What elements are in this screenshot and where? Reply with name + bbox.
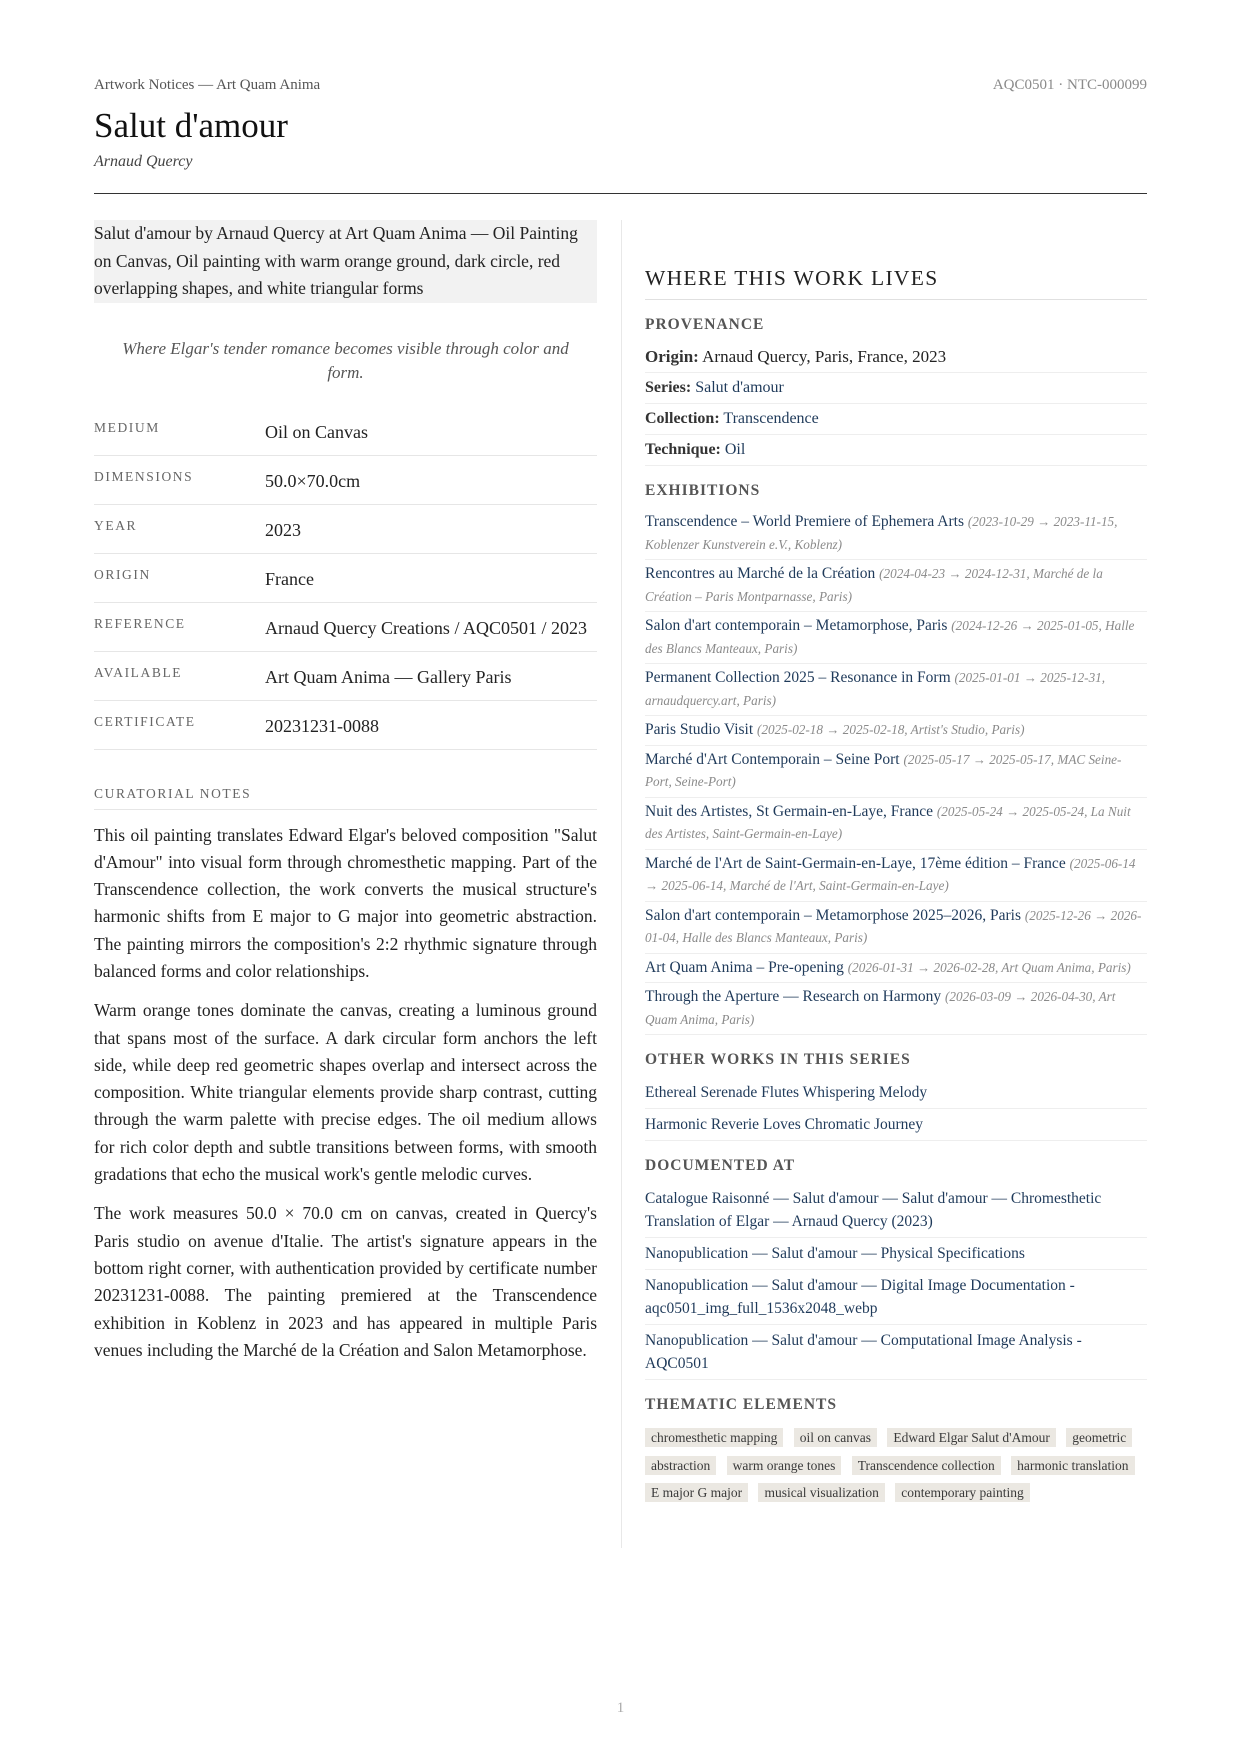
- series-label: Series:: [645, 379, 692, 396]
- fact-value: Oil on Canvas: [265, 421, 368, 442]
- fact-label: DIMENSIONS: [94, 468, 194, 484]
- exhibition-link[interactable]: Nuit des Artistes, St Germain-en-Laye, France: [645, 802, 933, 820]
- exhibition-link[interactable]: Salon d'art contemporain – Metamorphose, Paris: [645, 617, 948, 634]
- fact-row-certificate: [94, 701, 597, 750]
- notes-paragraph: Warm orange tones dominate the canvas, creating a luminous ground that spans most of the surface. A dark circular form anchors the left side, while deep red geometric shapes overlap and intersect across the composition. White triangular elements provide sharp contrast, cutting through the warm palette with precise edges. The oil medium allows for rich color depth and subtle transitions between forms, with smooth gradations that echo the musical work's gentle melodic curves.: [94, 1000, 597, 1185]
- other-work-link[interactable]: Ethereal Serenade Flutes Whispering Melody: [645, 1084, 928, 1101]
- exhibition-item: [645, 798, 1147, 850]
- other-work-link[interactable]: Harmonic Reverie Loves Chromatic Journey: [645, 1116, 924, 1133]
- tagline: Where Elgar's tender romance becomes visible through color and form.: [122, 338, 569, 382]
- collection-label: Collection:: [645, 410, 720, 427]
- theme-tag: geometric abstraction: [645, 1428, 1132, 1475]
- exhibition-link[interactable]: Paris Studio Visit: [645, 721, 754, 738]
- theme-tag: contemporary painting: [895, 1483, 1030, 1502]
- fact-label: ORIGIN: [94, 566, 151, 582]
- theme-tag: harmonic translation: [1011, 1456, 1134, 1475]
- curatorial-notes: [94, 822, 597, 1365]
- fact-row-dimensions: [94, 456, 597, 505]
- exhibition-item: [645, 850, 1147, 902]
- exhibition-item: [645, 954, 1147, 984]
- fact-value: 2023: [265, 519, 301, 540]
- technique-link[interactable]: Oil: [724, 441, 746, 458]
- fact-row-year: [94, 505, 597, 554]
- fact-row-available: [94, 652, 597, 701]
- provenance-heading: PROVENANCE: [645, 316, 765, 333]
- exhibition-link[interactable]: Marché d'Art Contemporain – Seine Port: [645, 750, 900, 768]
- reference-code: AQC0501 · NTC-000099: [992, 77, 1147, 93]
- theme-tag: oil on canvas: [794, 1428, 877, 1447]
- documented-item: [645, 1183, 1147, 1238]
- publication-name: Artwork Notices — Art Quam Anima: [94, 77, 321, 93]
- exhibition-meta: (2025-06-14 → 2025-06-14, Marché de l'Art, Saint-Germain-en-Laye): [645, 855, 1136, 893]
- other-work-item: [645, 1109, 1147, 1141]
- exhibitions-list: [645, 508, 1147, 1035]
- fact-label: AVAILABLE: [94, 664, 183, 680]
- exhibition-link[interactable]: Transcendence – World Premiere of Ephemera Arts: [645, 513, 964, 530]
- collection-link[interactable]: Transcendence: [723, 410, 819, 427]
- provenance-origin: [645, 342, 1147, 373]
- other-work-item: [645, 1077, 1147, 1109]
- where-heading: WHERE THIS WORK LIVES: [645, 266, 1147, 300]
- provenance-collection: [645, 404, 1147, 435]
- artwork-title: Salut d'amour: [94, 106, 288, 145]
- fact-row-origin: [94, 554, 597, 603]
- documented-link[interactable]: Nanopublication — Salut d'amour — Computational Image Analysis - AQC0501: [645, 1332, 1082, 1372]
- exhibition-link[interactable]: Art Quam Anima – Pre-opening: [645, 958, 844, 976]
- origin-label: Origin:: [645, 347, 699, 366]
- exhibition-meta: (2025-05-24 → 2025-05-24, La Nuit des Artistes, Saint-Germain-en-Laye): [645, 803, 1131, 841]
- exhibition-meta: (2025-05-17 → 2025-05-17, MAC Seine-Port, Seine-Port): [645, 751, 1122, 789]
- fact-row-medium: [94, 407, 597, 456]
- exhibition-meta: (2026-01-31 → 2026-02-28, Art Quam Anima, Paris): [847, 959, 1131, 975]
- summary-text: Salut d'amour by Arnaud Quercy at Art Quam Anima — Oil Painting on Canvas, Oil painting with warm orange ground, dark circle, red overlapping shapes, and white triangular forms: [94, 220, 597, 303]
- page-number: 1: [616, 1700, 625, 1716]
- exhibition-meta: (2026-03-09 → 2026-04-30, Art Quam Anima, Paris): [645, 989, 1116, 1027]
- theme-tag: Edward Elgar Salut d'Amour: [887, 1428, 1056, 1447]
- exhibition-meta: (2025-12-26 → 2026-01-04, Halle des Blancs Manteaux, Paris): [645, 907, 1142, 945]
- exhibition-meta: (2025-02-18 → 2025-02-18, Artist's Studio, Paris): [757, 722, 1025, 737]
- fact-label: YEAR: [94, 517, 138, 533]
- artist-name: Arnaud Quercy: [94, 153, 193, 170]
- fact-value: Arnaud Quercy Creations / AQC0501 / 2023: [265, 617, 587, 638]
- documented-item: [645, 1238, 1147, 1270]
- theme-tag: E major G major: [645, 1483, 748, 1502]
- exhibition-item: [645, 664, 1147, 716]
- notes-paragraph: This oil painting translates Edward Elgar's beloved composition "Salut d'Amour" into visual form through chromesthetic mapping. Part of the Transcendence collection, the work converts the musical structure's harmonic shifts from E major to G major into geometric abstraction. The painting mirrors the composition's 2:2 rhythmic signature through balanced forms and color relationships.: [94, 824, 597, 981]
- other-works-heading: OTHER WORKS IN THIS SERIES: [645, 1051, 911, 1068]
- facts-table: [94, 407, 597, 750]
- exhibition-link[interactable]: Salon d'art contemporain – Metamorphose 2025–2026, Paris: [645, 906, 1022, 924]
- theme-tag: musical visualization: [758, 1483, 884, 1502]
- fact-row-reference: [94, 603, 597, 652]
- exhibition-item: [645, 612, 1147, 664]
- exhibition-link[interactable]: Through the Aperture — Research on Harmony: [645, 988, 942, 1005]
- exhibition-link[interactable]: Permanent Collection 2025 – Resonance in Form: [645, 669, 951, 686]
- theme-tag: chromesthetic mapping: [645, 1428, 783, 1447]
- exhibition-link[interactable]: Marché de l'Art de Saint-Germain-en-Laye, 17ème édition – France: [645, 854, 1066, 872]
- documented-item: [645, 1325, 1147, 1380]
- thematic-tags: [645, 1424, 1147, 1507]
- provenance-series: [645, 373, 1147, 404]
- curatorial-notes-heading: CURATORIAL NOTES: [94, 786, 597, 810]
- exhibition-item: [645, 902, 1147, 954]
- exhibition-meta: (2023-10-29 → 2023-11-15, Koblenzer Kunstverein e.V., Koblenz): [645, 514, 1118, 552]
- left-column: [94, 220, 597, 1364]
- fact-label: CERTIFICATE: [94, 713, 196, 729]
- theme-tag: Transcendence collection: [852, 1456, 1001, 1475]
- exhibition-item: [645, 746, 1147, 798]
- theme-tag: warm orange tones: [727, 1456, 842, 1475]
- documented-link[interactable]: Catalogue Raisonné — Salut d'amour — Salut d'amour — Chromesthetic Translation of Elgar — Arnaud Quercy (2023): [645, 1190, 1102, 1230]
- fact-value: 20231231-0088: [265, 715, 379, 736]
- notes-paragraph: The work measures 50.0 × 70.0 cm on canvas, created in Quercy's Paris studio on avenue d'Italie. The artist's signature appears in the bottom right corner, with authentication provided by certificate number 20231231-0088. The painting premiered at the Transcendence exhibition in Koblenz in 2023 and has appeared in multiple Paris venues including the Marché de la Création and Salon Metamorphose.: [94, 1203, 597, 1360]
- right-column: [645, 266, 1147, 1507]
- column-divider: [621, 220, 622, 1548]
- exhibition-link[interactable]: Rencontres au Marché de la Création: [645, 565, 876, 582]
- fact-value: 50.0×70.0cm: [265, 470, 361, 491]
- documented-link[interactable]: Nanopublication — Salut d'amour — Physical Specifications: [645, 1245, 1025, 1262]
- exhibition-meta: (2025-01-01 → 2025-12-31, arnaudquercy.art, Paris): [645, 670, 1106, 708]
- exhibition-item: [645, 716, 1147, 746]
- series-link[interactable]: Salut d'amour: [695, 379, 784, 396]
- exhibition-meta: (2024-04-23 → 2024-12-31, Marché de la Création – Paris Montparnasse, Paris): [645, 566, 1103, 604]
- provenance-technique: [645, 435, 1147, 466]
- exhibition-item: [645, 560, 1147, 612]
- exhibition-item: [645, 508, 1147, 560]
- documented-link[interactable]: Nanopublication — Salut d'amour — Digital Image Documentation - aqc0501_img_full_1536x2048_webp: [645, 1277, 1075, 1317]
- fact-label: MEDIUM: [94, 419, 160, 435]
- header-rule: [94, 193, 1147, 194]
- thematic-heading: THEMATIC ELEMENTS: [645, 1396, 837, 1413]
- fact-value: Art Quam Anima — Gallery Paris: [265, 666, 512, 687]
- documented-heading: DOCUMENTED AT: [645, 1157, 796, 1174]
- exhibition-meta: (2024-12-26 → 2025-01-05, Halle des Blancs Manteaux, Paris): [645, 618, 1135, 656]
- documented-item: [645, 1270, 1147, 1325]
- fact-label: REFERENCE: [94, 615, 186, 631]
- fact-value: France: [265, 568, 314, 589]
- exhibition-item: [645, 983, 1147, 1035]
- page-header: [94, 77, 1147, 94]
- technique-label: Technique:: [645, 441, 721, 458]
- exhibitions-heading: EXHIBITIONS: [645, 482, 761, 499]
- origin-value: Arnaud Quercy, Paris, France, 2023: [702, 347, 947, 366]
